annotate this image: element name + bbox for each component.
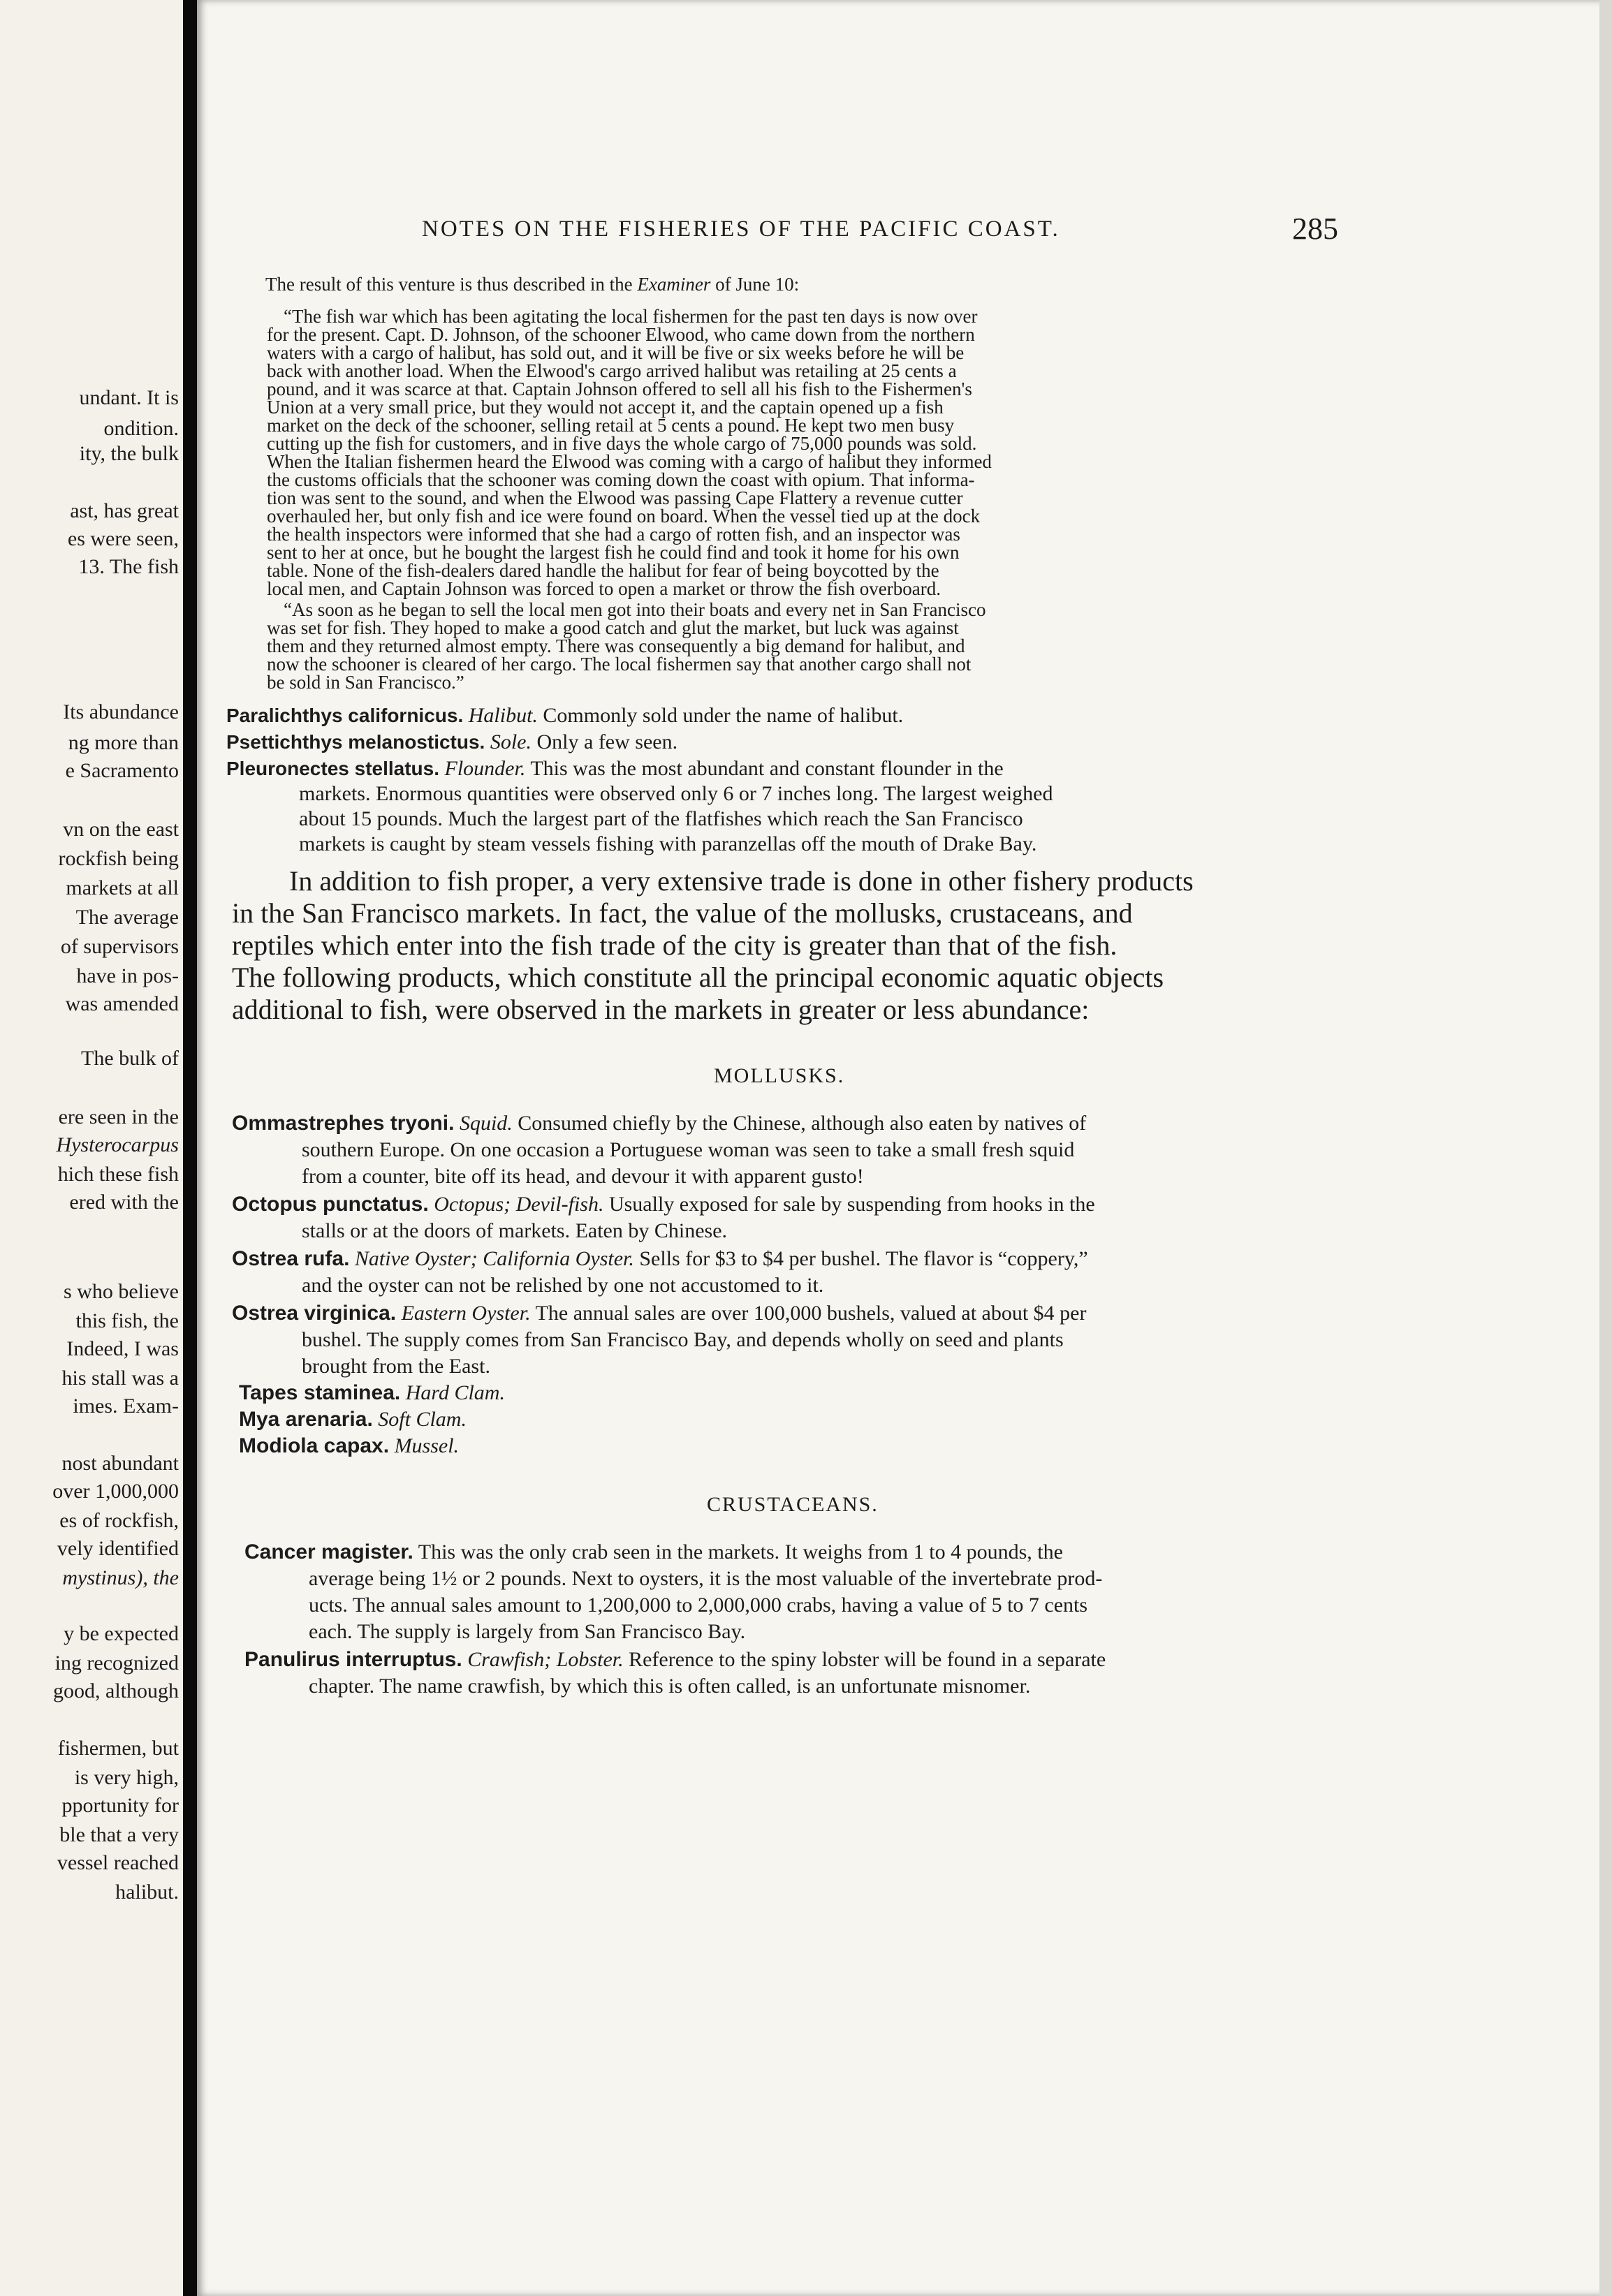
quote-line: sent to her at once, but he bought the largest fish he could find and took it home for his own — [267, 542, 960, 563]
left-text-line: his stall was a — [61, 1367, 179, 1390]
entry-text: about 15 pounds. Much the largest part of the flatfishes which reach the San Francisco — [299, 807, 1023, 830]
left-text-line: vn on the east — [63, 818, 179, 841]
entry-text: average being 1½ or 2 pounds. Next to oysters, it is the most valuable of the invertebrate prod- — [309, 1567, 1103, 1590]
species-name: Ostrea virginica. — [232, 1302, 397, 1325]
left-text-line: 13. The fish — [78, 555, 179, 578]
quote-line: market on the deck of the schooner, selling retail at 5 cents a pound. He kept two men busy — [267, 415, 955, 436]
mollusk-entry — [232, 1247, 1088, 1271]
intro-line — [265, 274, 799, 295]
entry-text: The annual sales are over 100,000 bushels, valued at about $4 per — [535, 1302, 1087, 1325]
page-edge — [1599, 0, 1612, 2296]
quote-line: the health inspectors were informed that she had a cargo of rotten fish, and an inspector was — [267, 524, 960, 545]
paragraph-line: reptiles which enter into the fish trade of the city is greater than that of the fish. — [232, 929, 1118, 961]
species-name: Psettichthys melanostictus. — [226, 731, 485, 753]
left-text-line: halibut. — [115, 1881, 179, 1904]
entry-text: markets. Enormous quantities were observed only 6 or 7 inches long. The largest weighed — [299, 782, 1053, 805]
paragraph-line: additional to fish, were observed in the markets in greater or less abundance: — [232, 994, 1090, 1025]
species-name: Panulirus interruptus. — [244, 1648, 462, 1671]
quote-line: be sold in San Francisco.” — [267, 672, 464, 693]
left-text-line: ered with the — [69, 1191, 179, 1214]
quote-line: “As soon as he began to sell the local men got into their boats and every net in San Francisco — [284, 599, 986, 620]
mollusk-entry — [232, 1112, 1086, 1135]
page-gutter — [183, 0, 197, 2296]
left-text-line: mystinus), the — [62, 1566, 179, 1589]
entry-text: and the oyster can not be relished by one not accustomed to it. — [302, 1274, 824, 1297]
fish-entry — [226, 704, 903, 728]
common-name: Squid. — [459, 1112, 513, 1135]
entry-text: stalls or at the doors of markets. Eaten by Chinese. — [302, 1219, 728, 1242]
entry-text: Usually exposed for sale by suspending from hooks in the — [608, 1193, 1095, 1216]
quote-line: back with another load. When the Elwood's cargo arrived halibut was retailing at 25 cents a — [267, 360, 957, 381]
entry-text: Reference to the spiny lobster will be found in a separate — [629, 1648, 1106, 1671]
left-text-line: Hysterocarpus — [56, 1133, 179, 1156]
left-text-line: good, although — [53, 1679, 179, 1702]
left-text-line: s who believe — [64, 1280, 179, 1303]
entry-text: each. The supply is largely from San Francisco Bay. — [309, 1620, 746, 1643]
left-text-line: The average — [75, 906, 179, 929]
common-name: Mussel. — [394, 1434, 460, 1457]
section-heading-mollusks: MOLLUSKS. — [714, 1064, 845, 1087]
intro-post: of June 10: — [710, 274, 800, 295]
species-name: Cancer magister. — [244, 1540, 413, 1563]
left-text-line: ng more than — [68, 731, 179, 754]
entry-text: This was the most abundant and constant flounder in the — [530, 757, 1004, 780]
paragraph-line: in the San Francisco markets. In fact, the value of the mollusks, crustaceans, and — [232, 897, 1133, 929]
entry-text: southern Europe. On one occasion a Portuguese woman was seen to take a small fresh squid — [302, 1138, 1075, 1161]
left-text-line: ondition. — [103, 417, 179, 440]
species-name: Modiola capax. — [239, 1434, 390, 1457]
left-text-line: over 1,000,000 — [52, 1480, 179, 1503]
common-name: Hard Clam. — [405, 1381, 505, 1404]
paragraph-line: The following products, which constitute all the principal economic aquatic objects — [232, 962, 1164, 993]
common-name: Native Oyster; California Oyster. — [354, 1247, 634, 1270]
entry-text: bushel. The supply comes from San Francisco Bay, and depends wholly on seed and plants — [302, 1328, 1064, 1351]
mollusk-entry — [232, 1193, 1095, 1216]
mollusk-entry — [239, 1434, 459, 1458]
entry-text: from a counter, bite off its head, and devour it with apparent gusto! — [302, 1165, 864, 1188]
species-name: Ostrea rufa. — [232, 1247, 350, 1270]
species-name: Ommastrephes tryoni. — [232, 1112, 455, 1135]
left-text-line: of supervisors — [60, 935, 179, 958]
quote-line: table. None of the fish-dealers dared handle the halibut for fear of being boycotted by the — [267, 560, 939, 581]
quote-line: overhauled her, but only fish and ice were found on board. When the vessel tied up at the dock — [267, 506, 981, 527]
quote-line: local men, and Captain Johnson was forced to open a market or throw the fish overboard. — [267, 578, 941, 599]
left-text-line: es of rockfish, — [59, 1509, 179, 1532]
common-name: Octopus; Devil-fish. — [434, 1193, 604, 1216]
left-text-line: hich these fish — [57, 1163, 179, 1186]
crustacean-entry — [244, 1540, 1063, 1564]
quote-line: Union at a very small price, but they would not accept it, and the captain opened up a fish — [267, 397, 944, 418]
left-text-line: rockfish being — [58, 847, 179, 870]
left-text-line: ere seen in the — [58, 1105, 179, 1128]
crustacean-entry — [244, 1648, 1106, 1672]
quote-line: tion was sent to the sound, and when the Elwood was passing Cape Flattery a revenue cutter — [267, 487, 963, 508]
entry-text: brought from the East. — [302, 1355, 490, 1378]
left-page-fragment — [0, 0, 183, 2296]
entry-text: markets is caught by steam vessels fishing with paranzellas off the mouth of Drake Bay. — [299, 832, 1037, 855]
page-285 — [197, 0, 1612, 2296]
common-name: Flounder. — [444, 757, 526, 780]
quote-line: pound, and it was scarce at that. Captain Johnson offered to sell all his fish to the Fishermen's — [267, 378, 972, 399]
entry-text: Sells for $3 to $4 per bushel. The flavor is “coppery,” — [639, 1247, 1088, 1270]
left-text-line: undant. It is — [79, 386, 179, 409]
fish-entry — [226, 757, 1004, 781]
mollusk-entry — [239, 1408, 467, 1432]
left-text-line: markets at all — [66, 876, 179, 899]
entry-text: ucts. The annual sales amount to 1,200,000 to 2,000,000 crabs, having a value of 5 to 7 cents — [309, 1594, 1088, 1617]
species-name: Pleuronectes stellatus. — [226, 758, 440, 779]
mollusk-entry — [232, 1302, 1086, 1325]
quote-line: them and they returned almost empty. There was consequently a big demand for halibut, and — [267, 635, 965, 656]
left-text-line: Its abundance — [63, 700, 179, 723]
species-name: Octopus punctatus. — [232, 1193, 429, 1216]
entry-text: Consumed chiefly by the Chinese, although also eaten by natives of — [518, 1112, 1087, 1135]
quote-line: the customs officials that the schooner was coming down the coast with opium. That informa- — [267, 469, 975, 490]
left-text-line: ble that a very — [59, 1823, 179, 1846]
running-head: NOTES ON THE FISHERIES OF THE PACIFIC COAST. — [422, 216, 1060, 242]
left-text-line: nost abundant — [61, 1452, 179, 1475]
species-name: Tapes staminea. — [239, 1381, 401, 1404]
fish-entry — [226, 730, 677, 754]
common-name: Eastern Oyster. — [401, 1302, 531, 1325]
page-number: 285 — [1292, 212, 1338, 246]
entry-text: This was the only crab seen in the markets. It weighs from 1 to 4 pounds, the — [418, 1540, 1063, 1563]
left-text-line: y be expected — [64, 1622, 179, 1645]
left-text-line: vely identified — [57, 1537, 179, 1560]
left-text-line: fishermen, but — [57, 1737, 179, 1760]
species-name: Paralichthys californicus. — [226, 705, 464, 726]
common-name: Sole. — [490, 730, 532, 753]
intro-pre: The result of this venture is thus described in the — [265, 274, 638, 295]
intro-source: Examiner — [637, 274, 711, 295]
left-text-line: es were seen, — [67, 527, 179, 550]
quote-line: When the Italian fishermen heard the Elwood was coming with a cargo of halibut they informed — [267, 451, 992, 472]
paragraph-line: In addition to fish proper, a very extensive trade is done in other fishery products — [289, 865, 1194, 897]
left-text-line: The bulk of — [81, 1047, 179, 1070]
left-text-line: Indeed, I was — [66, 1337, 179, 1360]
common-name: Soft Clam. — [378, 1408, 467, 1431]
common-name: Halibut. — [468, 704, 538, 727]
left-text-line: have in pos- — [76, 964, 179, 987]
quote-line: for the present. Capt. D. Johnson, of the schooner Elwood, who came down from the northern — [267, 324, 975, 345]
quote-line: was set for fish. They hoped to make a good catch and glut the market, but luck was against — [267, 617, 959, 638]
species-name: Mya arenaria. — [239, 1408, 373, 1431]
entry-text: chapter. The name crawfish, by which this is often called, is an unfortunate misnomer. — [309, 1675, 1031, 1698]
left-text-line: was amended — [65, 992, 179, 1015]
left-text-line: vessel reached — [57, 1851, 179, 1874]
left-text-line: ing recognized — [54, 1651, 179, 1675]
quote-line: now the schooner is cleared of her cargo. The local fishermen say that another cargo shall not — [267, 654, 972, 675]
quote-line: “The fish war which has been agitating the local fishermen for the past ten days is now over — [284, 306, 978, 327]
common-name: Crawfish; Lobster. — [467, 1648, 624, 1671]
left-text-line: is very high, — [74, 1766, 179, 1789]
left-text-line: e Sacramento — [65, 759, 179, 782]
quote-line: waters with a cargo of halibut, has sold out, and it will be five or six weeks before he will be — [267, 342, 965, 363]
left-text-line: imes. Exam- — [73, 1394, 179, 1418]
left-text-line: ast, has great — [70, 499, 179, 522]
left-text-line: this fish, the — [75, 1309, 179, 1332]
quote-line: cutting up the fish for customers, and in five days the whole cargo of 75,000 pounds was sold. — [267, 433, 977, 454]
entry-text: Commonly sold under the name of halibut. — [543, 704, 904, 727]
section-heading-crustaceans: CRUSTACEANS. — [707, 1493, 879, 1516]
left-text-line: pportunity for — [61, 1794, 179, 1817]
entry-text: Only a few seen. — [536, 730, 678, 753]
left-text-line: ity, the bulk — [79, 442, 179, 465]
mollusk-entry — [239, 1381, 505, 1405]
